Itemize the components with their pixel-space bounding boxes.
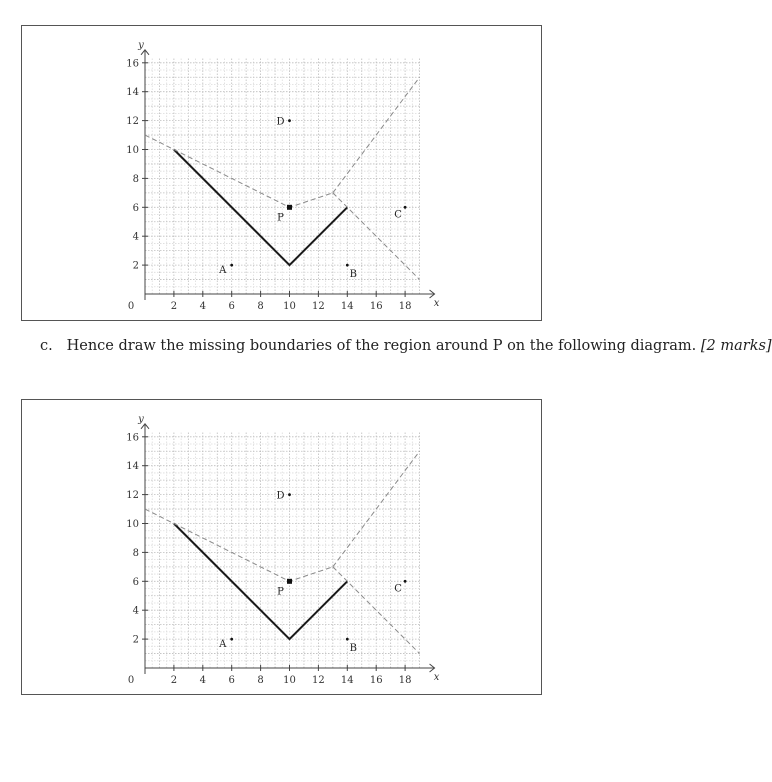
x-tick-label: 16	[369, 675, 383, 686]
question-c	[40, 338, 772, 354]
point-b-marker	[346, 638, 349, 641]
x-tick-label: 14	[340, 301, 354, 312]
point-d-marker	[288, 119, 291, 122]
point-d-marker	[288, 493, 291, 496]
point-a-marker	[230, 264, 233, 267]
voronoi-chart-2	[22, 400, 541, 694]
y-tick-label: 4	[132, 605, 139, 617]
point-p-marker	[287, 579, 292, 584]
x-tick-label: 14	[340, 675, 354, 686]
points	[218, 117, 406, 281]
question-marks: [2 marks]	[700, 338, 772, 354]
diagram-1	[21, 25, 542, 321]
point-a-label: A	[219, 639, 227, 651]
x-tick-label: 16	[369, 301, 383, 312]
x-tick-label: 12	[312, 675, 325, 686]
y-tick-label: 14	[126, 461, 139, 473]
x-tick-label: 4	[199, 675, 206, 686]
points	[218, 491, 406, 654]
diagram-2	[21, 399, 542, 695]
origin-label: 0	[127, 675, 135, 686]
y-tick-label: 16	[126, 58, 139, 70]
y-tick-label: 12	[126, 490, 139, 502]
x-tick-label: 18	[398, 675, 412, 686]
question-number: c.	[40, 338, 53, 354]
origin-label: 0	[127, 301, 135, 312]
point-c-label: C	[394, 209, 402, 221]
point-a-marker	[230, 638, 233, 641]
x-tick-label: 8	[257, 675, 264, 686]
y-tick-label: 12	[126, 116, 139, 128]
x-tick-label: 6	[228, 301, 235, 312]
point-b-label: B	[349, 269, 357, 281]
x-tick-label: 12	[312, 301, 325, 312]
x-tick-label: 10	[283, 301, 296, 312]
voronoi-chart-1	[22, 26, 541, 320]
point-b-label: B	[349, 643, 357, 655]
x-tick-label: 10	[283, 675, 296, 686]
y-tick-label: 16	[126, 432, 139, 444]
point-b-marker	[346, 264, 349, 267]
y-tick-label: 10	[126, 145, 139, 156]
point-p-label: P	[277, 212, 284, 224]
y-tick-label: 2	[132, 634, 139, 646]
x-tick-label: 2	[170, 675, 178, 686]
y-tick-label: 4	[132, 231, 139, 243]
point-c-marker	[404, 206, 407, 209]
point-d-label: D	[276, 490, 285, 502]
x-axis-label: x	[433, 298, 440, 309]
point-a-label: A	[219, 265, 227, 277]
point-c-label: C	[394, 583, 402, 595]
point-d-label: D	[276, 116, 285, 128]
point-p-marker	[287, 205, 292, 210]
question-text: Hence draw the missing boundaries of the region around P on the following diagram.	[66, 338, 697, 354]
y-tick-label: 10	[126, 519, 139, 530]
x-tick-label: 2	[170, 301, 178, 312]
x-tick-label: 8	[257, 301, 264, 312]
y-tick-label: 2	[132, 260, 139, 272]
y-tick-label: 8	[132, 547, 139, 559]
y-axis-label: y	[138, 39, 144, 51]
y-tick-label: 6	[132, 576, 139, 588]
y-tick-label: 14	[126, 87, 139, 99]
axes	[126, 414, 439, 686]
point-p-label: P	[277, 586, 284, 598]
y-axis-label: y	[138, 413, 144, 425]
x-axis-label: x	[433, 672, 440, 683]
x-tick-label: 4	[199, 301, 206, 312]
y-tick-label: 8	[132, 173, 139, 185]
x-tick-label: 18	[398, 301, 412, 312]
axes	[126, 40, 439, 312]
point-c-marker	[404, 580, 407, 583]
x-tick-label: 6	[228, 675, 235, 686]
y-tick-label: 6	[132, 202, 139, 214]
